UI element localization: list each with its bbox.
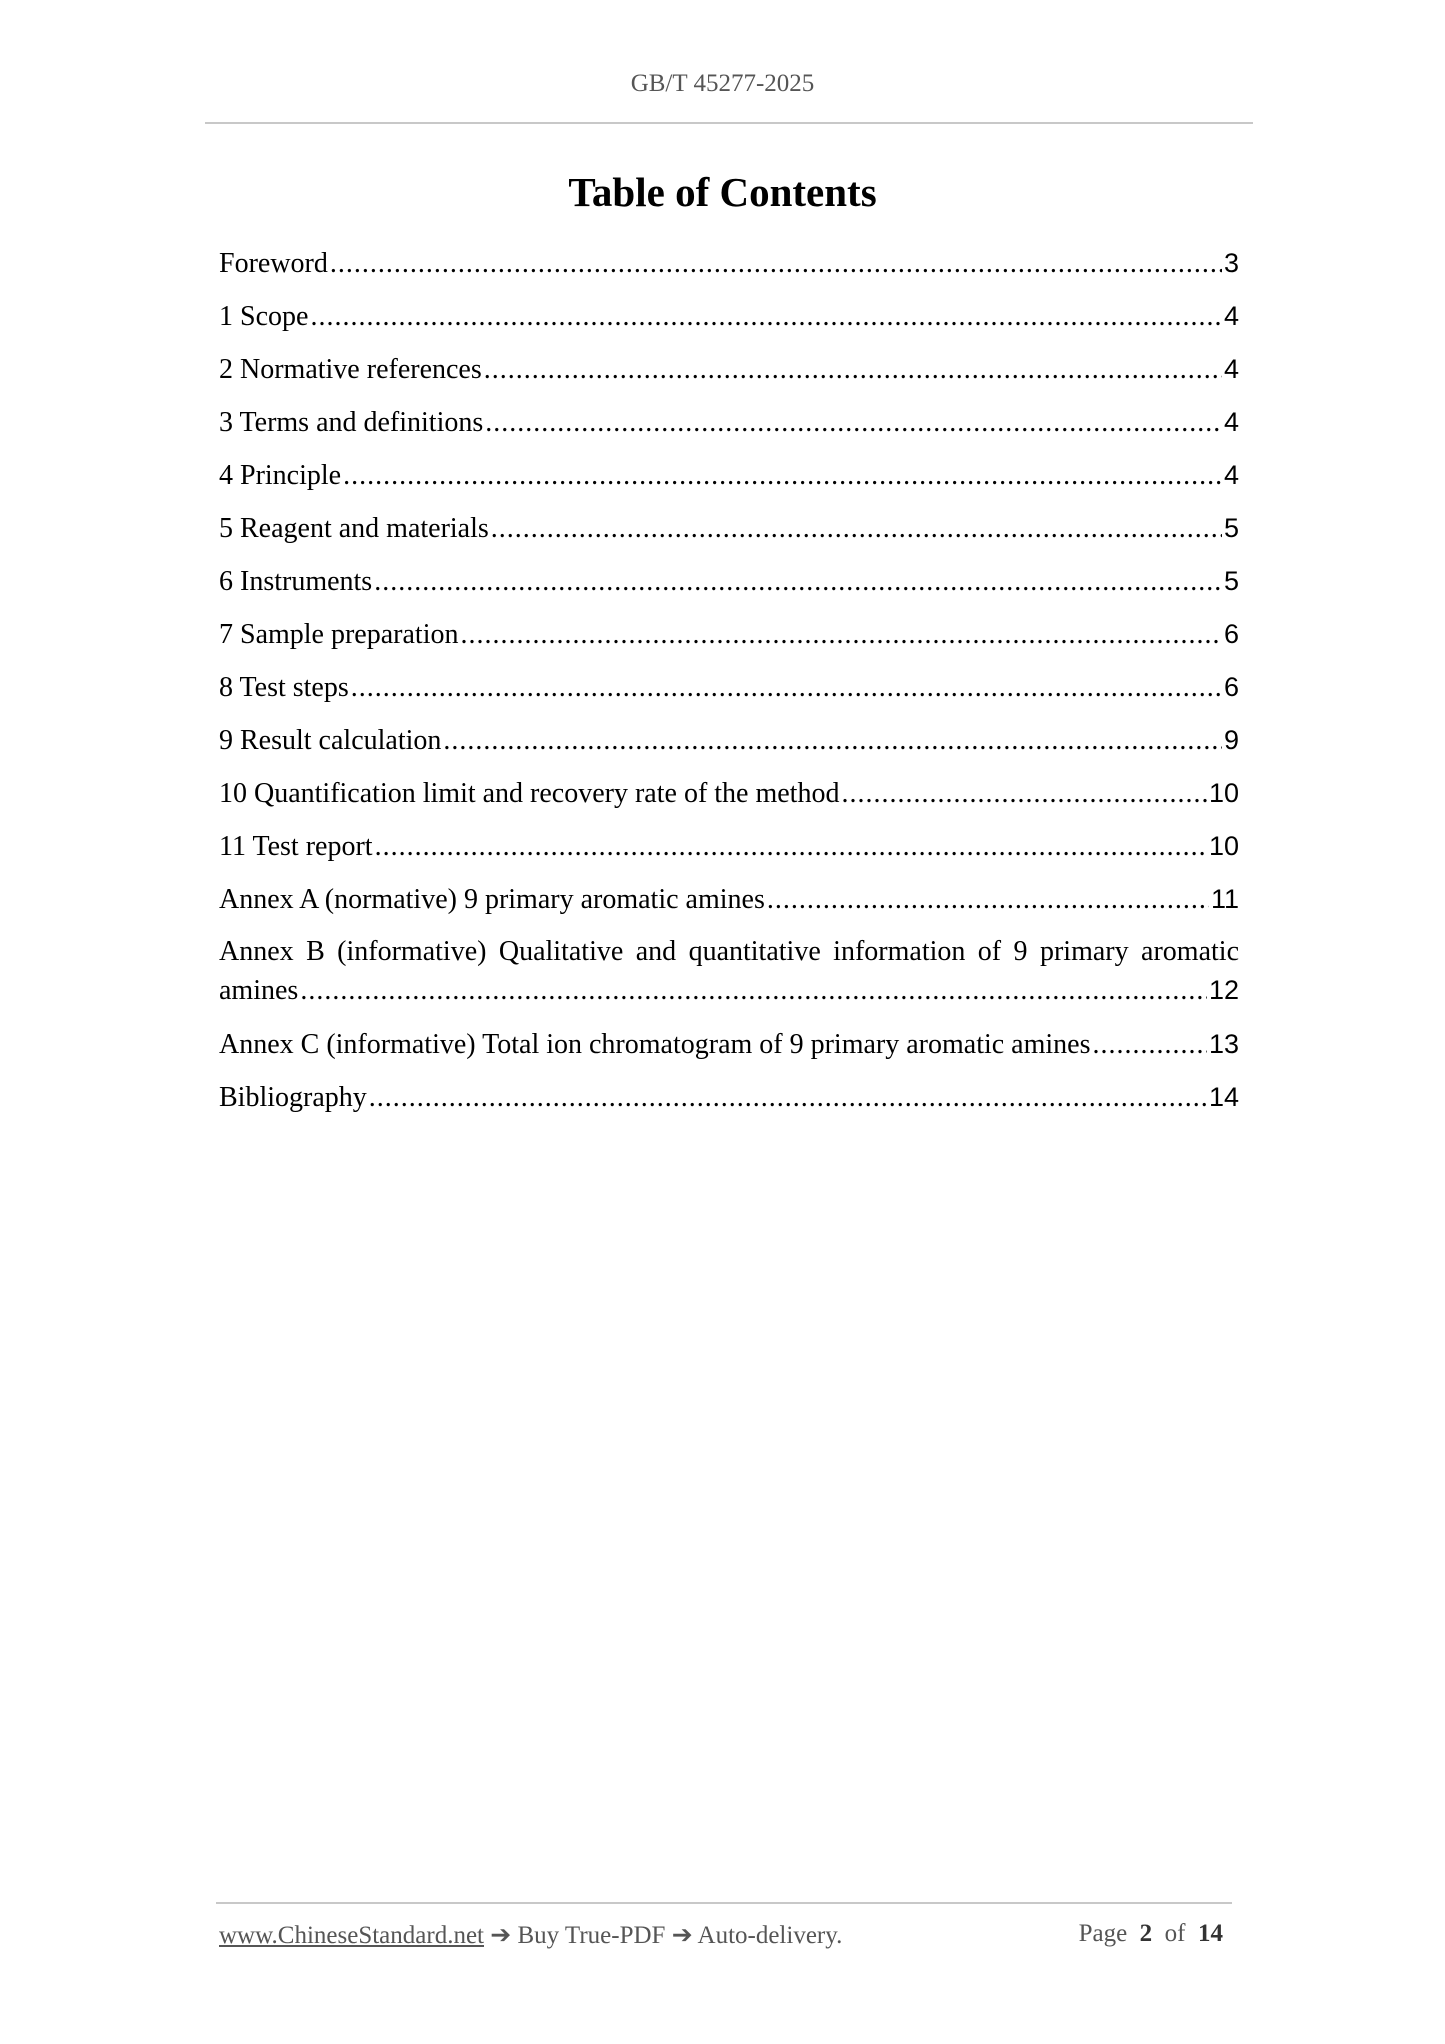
of-word: of (1164, 1920, 1186, 1947)
dot-leader (460, 617, 1221, 653)
dot-leader (343, 458, 1222, 494)
dot-leader (351, 670, 1222, 706)
table-of-contents (219, 245, 1239, 1132)
toc-entry-label: 4 Principle (219, 460, 342, 491)
dot-leader (330, 246, 1222, 282)
toc-entry-page: 11 (1210, 884, 1239, 914)
toc-entry-page: 10 (1208, 778, 1239, 808)
footer-divider (216, 1902, 1232, 1904)
toc-entry-foreword[interactable] (219, 245, 1239, 298)
toc-title: Table of Contents (568, 169, 877, 215)
toc-entry-page: 14 (1208, 1082, 1239, 1112)
dot-leader (767, 882, 1209, 918)
toc-entry-label: 9 Result calculation (219, 725, 442, 756)
buy-true-pdf-text: Buy True-PDF (517, 1922, 666, 1949)
toc-entry-page: 5 (1223, 513, 1239, 543)
toc-entry-page: 13 (1208, 1029, 1239, 1059)
toc-entry-normative-references[interactable] (219, 351, 1239, 404)
header-divider (205, 122, 1253, 124)
dot-leader (375, 829, 1207, 865)
footer-promo (219, 1920, 842, 1950)
toc-entry-page: 9 (1223, 725, 1239, 755)
toc-entry-page: 4 (1223, 460, 1239, 490)
toc-entry-page: 5 (1223, 566, 1239, 596)
dot-leader (300, 973, 1207, 1009)
page-footer (219, 1920, 1231, 1956)
toc-entry-page: 4 (1223, 354, 1239, 384)
toc-entry-label: 1 Scope (219, 301, 309, 332)
toc-entry-page: 4 (1223, 301, 1239, 331)
dot-leader (1093, 1027, 1207, 1063)
toc-entry-page: 4 (1223, 407, 1239, 437)
toc-entry-label: 2 Normative references (219, 354, 482, 385)
toc-entry-instruments[interactable] (219, 563, 1239, 616)
toc-entry-label-line1: Annex B (informative) Qualitative and quantitative information of 9 primary aromatic (219, 936, 1239, 967)
dot-leader (374, 564, 1222, 600)
arrow-right-icon: ➔ (490, 1922, 512, 1949)
toc-entry-label: 10 Quantification limit and recovery rate of the method (219, 778, 840, 809)
toc-entry-label: 3 Terms and definitions (219, 407, 484, 438)
arrow-right-icon: ➔ (671, 1922, 693, 1949)
dot-leader (484, 352, 1222, 388)
toc-entry-bibliography[interactable] (219, 1079, 1239, 1132)
page-current: 2 (1139, 1920, 1153, 1947)
page-total: 14 (1198, 1920, 1223, 1947)
toc-entry-page: 10 (1208, 831, 1239, 861)
dot-leader (491, 511, 1222, 547)
toc-entry-annex-b[interactable] (219, 934, 1239, 1026)
dot-leader (369, 1080, 1207, 1116)
dot-leader (310, 299, 1222, 335)
toc-entry-label: 8 Test steps (219, 672, 349, 703)
page-indicator (1079, 1920, 1223, 1948)
toc-entry-label: amines (219, 975, 299, 1006)
toc-entry-label: 11 Test report (219, 831, 373, 862)
toc-entry-label: Foreword (219, 248, 328, 279)
toc-entry-result-calculation[interactable] (219, 722, 1239, 775)
toc-entry-label: 6 Instruments (219, 566, 373, 597)
toc-entry-page: 6 (1223, 672, 1239, 702)
toc-entry-terms-and-definitions[interactable] (219, 404, 1239, 457)
auto-delivery-text: Auto-delivery. (697, 1922, 843, 1949)
dot-leader (841, 776, 1206, 812)
header-doc-code: GB/T 45277-2025 (630, 70, 815, 97)
toc-entry-sample-preparation[interactable] (219, 616, 1239, 669)
toc-entry-page: 12 (1208, 975, 1239, 1005)
dot-leader (485, 405, 1222, 441)
toc-entry-label: 5 Reagent and materials (219, 513, 489, 544)
site-link[interactable]: www.ChineseStandard.net (219, 1922, 484, 1949)
toc-entry-scope[interactable] (219, 298, 1239, 351)
page-word: Page (1078, 1920, 1128, 1947)
toc-entry-label: Bibliography (219, 1082, 367, 1113)
toc-entry-quantification-limit[interactable] (219, 775, 1239, 828)
toc-entry-annex-c[interactable] (219, 1026, 1239, 1079)
toc-entry-principle[interactable] (219, 457, 1239, 510)
toc-entry-page: 3 (1223, 248, 1239, 278)
dot-leader (443, 723, 1222, 759)
toc-entry-label: Annex C (informative) Total ion chromatogram of 9 primary aromatic amines (219, 1029, 1091, 1060)
toc-entry-test-report[interactable] (219, 828, 1239, 881)
toc-entry-page: 6 (1223, 619, 1239, 649)
toc-entry-annex-a[interactable] (219, 881, 1239, 934)
toc-entry-reagent-and-materials[interactable] (219, 510, 1239, 563)
toc-entry-label: Annex A (normative) 9 primary aromatic amines (219, 884, 765, 915)
toc-entry-test-steps[interactable] (219, 669, 1239, 722)
toc-entry-label: 7 Sample preparation (219, 619, 459, 650)
